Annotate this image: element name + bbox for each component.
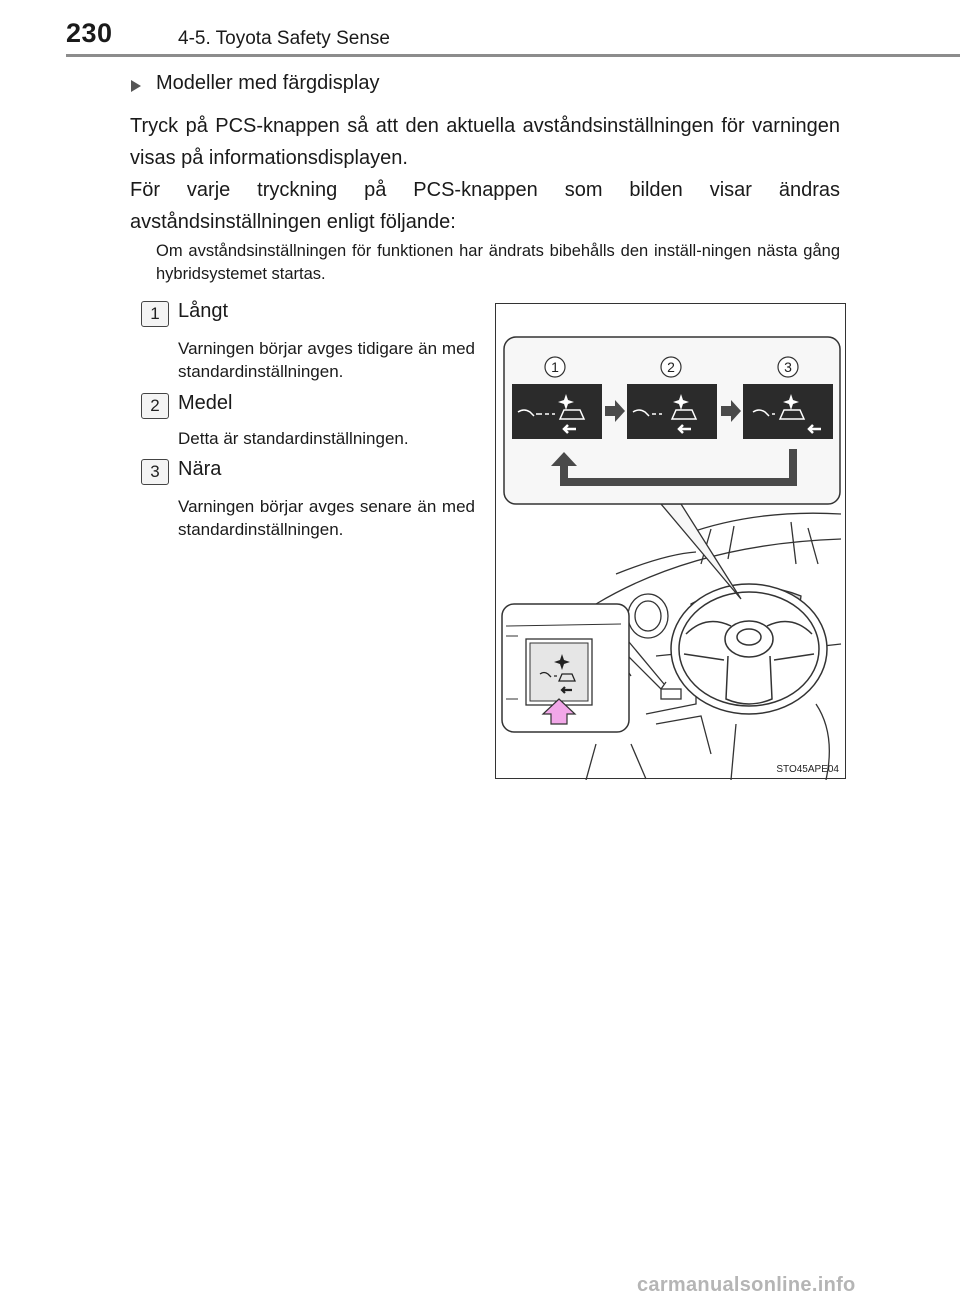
display-panel-near: [743, 384, 833, 439]
item-label-near: Nära: [178, 458, 222, 480]
item-badge-3: 3: [141, 459, 169, 485]
watermark: carmanualsonline.info: [637, 1274, 856, 1296]
item-desc-long: Varningen börjar avges tidigare än med standardinställningen.: [178, 339, 475, 381]
item-desc-medium: Detta är standardinställningen.: [178, 429, 409, 448]
figure-code: STO45APE04: [776, 764, 839, 775]
section-title: 4-5. Toyota Safety Sense: [178, 28, 390, 49]
item-desc-near: Varningen börjar avges senare än med standardinställningen.: [178, 497, 475, 539]
display-panel-long: [512, 384, 602, 439]
info-note: Om avståndsinställningen för funktionen har ändrats bibehålls den inställ-ningen nästa gång hybridsystemet startas.: [156, 242, 840, 283]
step-label-1: 1: [551, 359, 559, 375]
pcs-button: [530, 643, 588, 701]
step-label-3: 3: [784, 359, 792, 375]
item-label-medium: Medel: [178, 392, 233, 414]
step-label-2: 2: [667, 359, 675, 375]
paragraph-press-button: Tryck på PCS-knappen så att den aktuella avståndsinställningen för varningen visas på informationsdisplayen.: [130, 115, 840, 169]
steering-wheel: [671, 584, 827, 714]
paragraph-setting-changes: För varje tryckning på PCS-knappen som bilden visar ändras avståndsinställningen enligt följande:: [130, 179, 840, 233]
item-label-long: Långt: [178, 300, 229, 322]
page-number: 230: [66, 18, 113, 48]
display-panel-medium: [627, 384, 717, 439]
item-badge-1: 1: [141, 301, 169, 327]
section-heading: Modeller med färgdisplay: [156, 72, 380, 94]
item-badge-2: 2: [141, 393, 169, 419]
bullet-triangle-icon: [130, 77, 142, 97]
header-divider: [66, 54, 960, 57]
pcs-illustration: [495, 303, 846, 779]
